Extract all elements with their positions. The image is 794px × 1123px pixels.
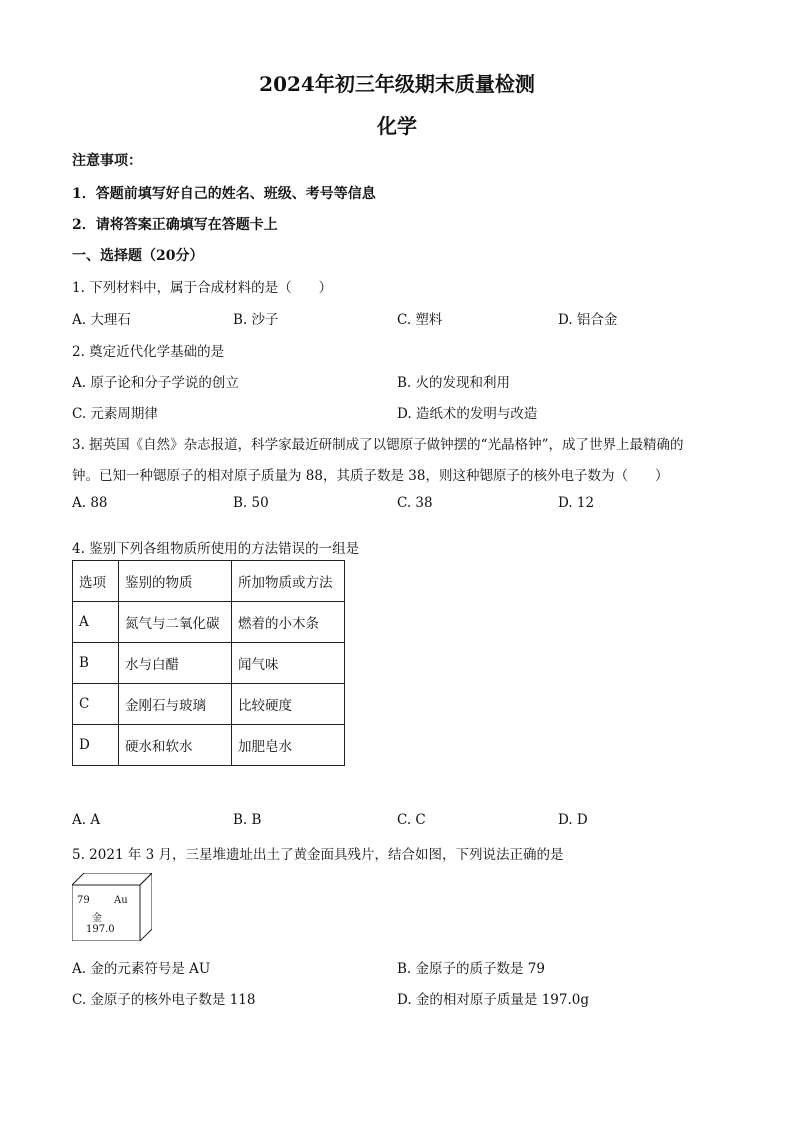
q3-stem-line-2: 钟。已知一种锶原子的相对原子质量为 88，其质子数是 38，则这种锶原子的核外电子数为（ ） <box>72 468 669 484</box>
table-row <box>73 602 345 643</box>
notes-item-1: 1．答题前填写好自己的姓名、班级、考号等信息 <box>72 186 376 202</box>
q4-stem: 4. 鉴别下列各组物质所使用的方法错误的一组是 <box>72 541 360 557</box>
q5-stem: 5. 2021 年 3 月，三星堆遗址出土了黄金面具残片，结合如图，下列说法正确的是 <box>72 847 564 863</box>
notes-heading: 注意事项： <box>72 153 142 169</box>
table-cell: 硬水和软水 <box>119 725 232 766</box>
table-header-cell: 所加物质或方法 <box>232 561 345 602</box>
table-cell: 水与白醋 <box>119 643 232 684</box>
table-cell: A <box>73 602 119 643</box>
q3-option-c: C. 38 <box>397 495 433 511</box>
table-row <box>73 684 345 725</box>
q5-option-a: A. 金的元素符号是 AU <box>72 961 211 977</box>
q5-option-d: D. 金的相对原子质量是 197.0g <box>397 992 590 1008</box>
table-cell: 闻气味 <box>232 643 345 684</box>
q2-option-d: D. 造纸术的发明与改造 <box>397 406 538 422</box>
q5-option-c: C. 金原子的核外电子数是 118 <box>72 992 256 1008</box>
element-name: 金 <box>92 913 102 924</box>
q4-option-c: C. C <box>397 812 426 828</box>
q1-option-a: A. 大理石 <box>72 312 131 328</box>
table-cell: 加肥皂水 <box>232 725 345 766</box>
q3-option-b: B. 50 <box>233 495 269 511</box>
q2-option-c: C. 元素周期律 <box>72 406 158 422</box>
q3-option-d: D. 12 <box>558 495 595 511</box>
table-row <box>73 643 345 684</box>
q2-option-a: A. 原子论和分子学说的创立 <box>72 375 239 391</box>
table-cell: 氮气与二氧化碳 <box>119 602 232 643</box>
table-cell: D <box>73 725 119 766</box>
table-header-row <box>73 561 345 602</box>
q1-option-d: D. 铝合金 <box>558 312 618 328</box>
subject-title: 化学 <box>377 114 417 138</box>
table-header-cell: 鉴别的物质 <box>119 561 232 602</box>
table-cell: 比较硬度 <box>232 684 345 725</box>
element-symbol: Au <box>114 895 128 906</box>
q1-stem: 1. 下列材料中，属于合成材料的是（ ） <box>72 280 333 296</box>
q2-stem: 2. 奠定近代化学基础的是 <box>72 344 225 360</box>
table-cell: 燃着的小木条 <box>232 602 345 643</box>
q4-option-a: A. A <box>72 812 101 828</box>
page-title: 2024年初三年级期末质量检测 <box>259 72 535 96</box>
element-mass: 197.0 <box>86 924 115 935</box>
q5-option-b: B. 金原子的质子数是 79 <box>397 961 545 977</box>
q4-option-b: B. B <box>233 812 262 828</box>
table-cell: 金刚石与玻璃 <box>119 684 232 725</box>
q1-option-c: C. 塑料 <box>397 312 443 328</box>
q1-option-b: B. 沙子 <box>233 312 279 328</box>
identification-table <box>72 560 345 766</box>
table-row <box>73 725 345 766</box>
section-heading: 一、选择题（20分） <box>72 248 204 264</box>
table-cell: B <box>73 643 119 684</box>
q2-option-b: B. 火的发现和利用 <box>397 375 511 391</box>
notes-item-2: 2．请将答案正确填写在答题卡上 <box>72 217 278 233</box>
q4-option-d: D. D <box>558 812 588 828</box>
element-card-gold <box>72 873 152 941</box>
table-cell: C <box>73 684 119 725</box>
element-number: 79 <box>77 895 90 906</box>
q3-option-a: A. 88 <box>72 495 108 511</box>
table-header-cell: 选项 <box>73 561 119 602</box>
q3-stem-line-1: 3. 据英国《自然》杂志报道，科学家最近研制成了以锶原子做钟摆的“光晶格钟”，成了世界上最精确的 <box>72 437 684 453</box>
